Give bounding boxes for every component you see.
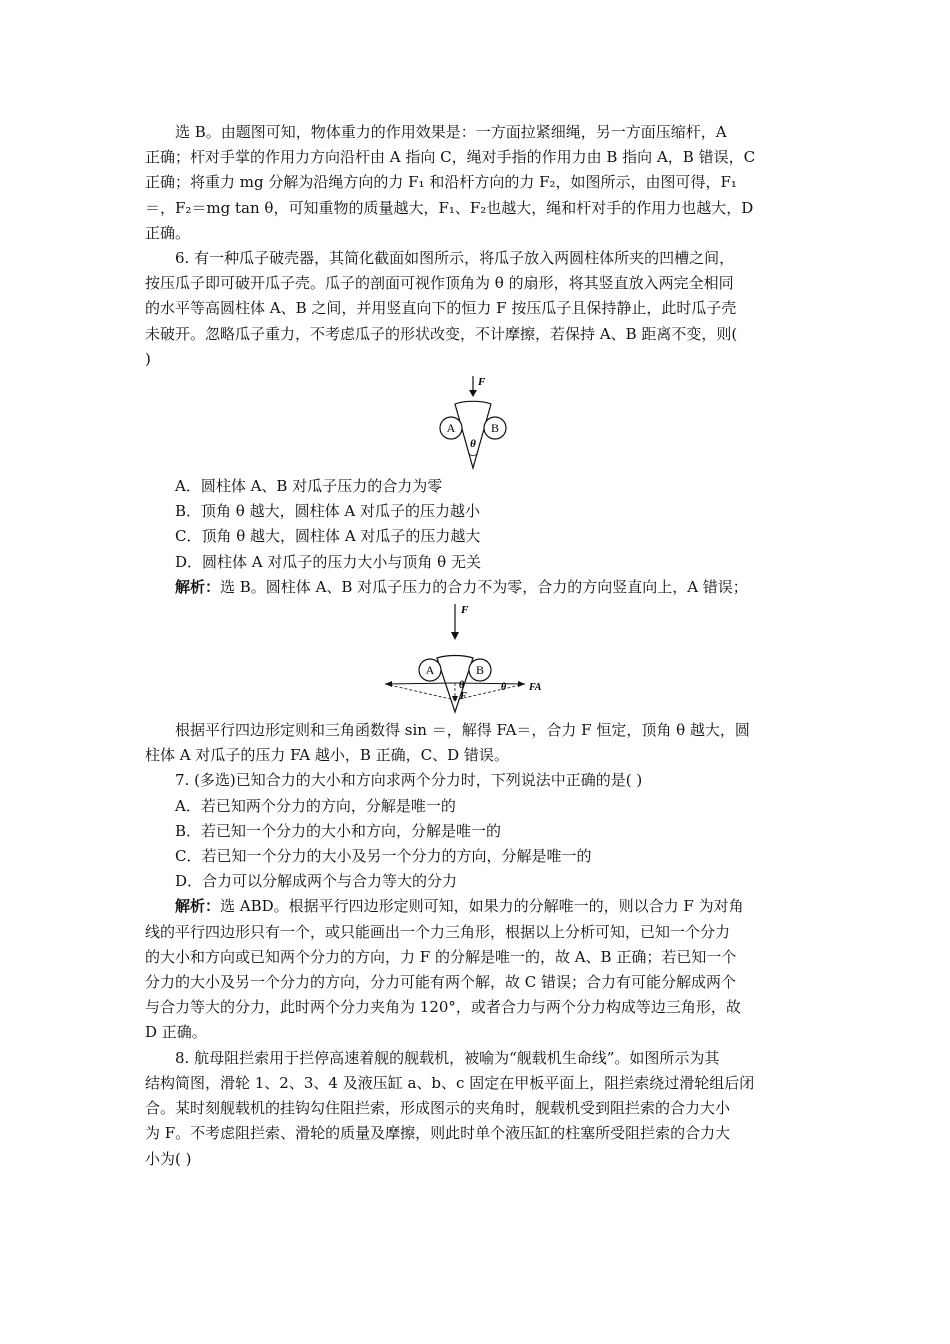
text-line: 合。某时刻舰载机的挂钩勾住阻拦索，形成图示的夹角时，舰载机受到阻拦索的合力大小 — [145, 1099, 731, 1118]
text-line: 选 B。由题图可知，物体重力的作用效果是：一方面拉紧细绳，另一方面压缩杆，A — [175, 123, 727, 141]
text-line: 与合力等大的分力，此时两个分力夹角为 120°，或者合力与两个分力构成等边三角形，故 — [145, 998, 741, 1017]
normal-force-left — [385, 683, 455, 684]
text-line: 根据平行四边形定则和三角函数得 sin ＝，解得 FA＝，合力 F 恒定，顶角 θ 越大，圆 — [175, 721, 750, 740]
question-stem: 7. (多选)已知合力的大小和方向求两个分力时，下列说法中正确的是( ) — [175, 771, 643, 790]
text-line: 小为( ) — [145, 1149, 192, 1168]
text-line: 8. 航母阻拦索用于拦停高速着舰的舰载机，被喻为“舰载机生命线”。如图所示为其 — [175, 1048, 720, 1067]
option-c: C．若已知一个分力的大小及另一个分力的方向，分解是唯一的 — [175, 847, 592, 866]
cylinder-b-label: B — [475, 663, 485, 678]
cylinder-a-label: A — [446, 421, 456, 436]
analysis-line — [145, 894, 809, 919]
question-7 — [145, 768, 809, 1045]
analysis-text: 选 B。圆柱体 A、B 对瓜子压力的合力不为零，合力的方向竖直向上，A 错误； — [220, 577, 748, 596]
text-line: ＝，F₂＝mg tan θ，可知重物的质量越大，F₁、F₂也越大，绳和杆对手的作用力也越大，D — [145, 198, 754, 217]
option-b: B．若已知一个分力的大小和方向，分解是唯一的 — [175, 821, 502, 840]
text-line: 为 F。不考虑阻拦索、滑轮的质量及摩擦，则此时单个液压缸的柱塞所受阻拦索的合力大 — [145, 1124, 731, 1143]
angle-label: θ — [470, 438, 476, 451]
text-line: 分力的大小及另一个分力的方向，分力可能有两个解，故 C 错误；合力有可能分解成两个 — [145, 973, 737, 992]
force-label: F — [478, 376, 486, 389]
force-arrowhead — [451, 632, 459, 640]
parallelogram-side-left — [385, 684, 455, 700]
angle-label-1: θ — [459, 680, 465, 692]
text-line: 的大小和方向或已知两个分力的方向，力 F 的分解是唯一的，故 A、B 正确；若已知一个 — [145, 947, 737, 966]
option-d: D．圆柱体 A 对瓜子的压力大小与顶角 θ 无关 — [175, 552, 481, 571]
seed-cracker-figure — [422, 372, 532, 474]
text-line: 按压瓜子即可破开瓜子壳。瓜子的剖面可视作顶角为 θ 的扇形，将其竖直放入两完全相同 — [145, 274, 734, 293]
force-a-label: FA — [529, 682, 542, 694]
analysis-label: 解析： — [175, 897, 221, 916]
force-decomposition-figure — [377, 600, 577, 718]
q5-answer — [145, 120, 809, 246]
analysis-line — [145, 575, 809, 600]
option-a: A．圆柱体 A、B 对瓜子压力的合力为零 — [175, 477, 443, 496]
cylinder-b-label: B — [490, 421, 500, 436]
option-d: D．合力可以分解成两个与合力等大的分力 — [175, 872, 458, 891]
question-6 — [145, 246, 809, 768]
text-line: 正确；杆对手掌的作用力方向沿杆由 A 指向 C，绳对手指的作用力由 B 指向 A，B 错误，C — [145, 148, 756, 167]
analysis-text: 选 ABD。根据平行四边形定则可知，如果力的分解唯一的，则以合力 F 为对角 — [220, 897, 744, 916]
analysis-label: 解析： — [175, 577, 221, 596]
text-line: 未破开。忽略瓜子重力，不考虑瓜子的形状改变，不计摩擦，若保持 A、B 距离不变，则( — [145, 324, 738, 343]
option-c: C．顶角 θ 越大，圆柱体 A 对瓜子的压力越大 — [175, 527, 481, 546]
text-line: 柱体 A 对瓜子的压力 FA 越小，B 正确，C、D 错误。 — [145, 746, 509, 765]
text-line: 的水平等高圆柱体 A、B 之间，并用竖直向下的恒力 F 按压瓜子且保持静止，此时瓜子壳 — [145, 299, 737, 318]
text-line: 正确。 — [145, 223, 191, 242]
normal-force-right — [455, 683, 525, 684]
document-page — [145, 120, 809, 1172]
text-line: 结构简图，滑轮 1、2、3、4 及液压缸 a、b、c 固定在甲板平面上，阻拦索绕过滑轮组后闭 — [145, 1073, 755, 1092]
text-line: 正确；将重力 mg 分解为沿绳方向的力 F₁ 和沿杆方向的力 F₂，如图所示，由图可得，F₁ — [145, 173, 737, 192]
force-label: F — [461, 604, 469, 617]
cylinder-a-label: A — [425, 663, 435, 678]
force-arrowhead — [469, 390, 477, 397]
text-line: 6. 有一种瓜子破壳器，其简化截面如图所示，将瓜子放入两圆柱体所夹的凹槽之间， — [175, 249, 735, 268]
option-b: B．顶角 θ 越大，圆柱体 A 对瓜子的压力越小 — [175, 502, 480, 521]
text-line: ) — [145, 349, 151, 368]
question-8 — [145, 1046, 809, 1172]
text-line: 线的平行四边形只有一个，或只能画出一个力三角形，根据以上分析可知，已知一个分力 — [145, 922, 731, 941]
force-down-label: F — [460, 691, 467, 703]
option-a: A．若已知两个分力的方向，分解是唯一的 — [175, 796, 456, 815]
text-line: D 正确。 — [145, 1023, 207, 1042]
angle-label-2: θ — [501, 682, 507, 694]
